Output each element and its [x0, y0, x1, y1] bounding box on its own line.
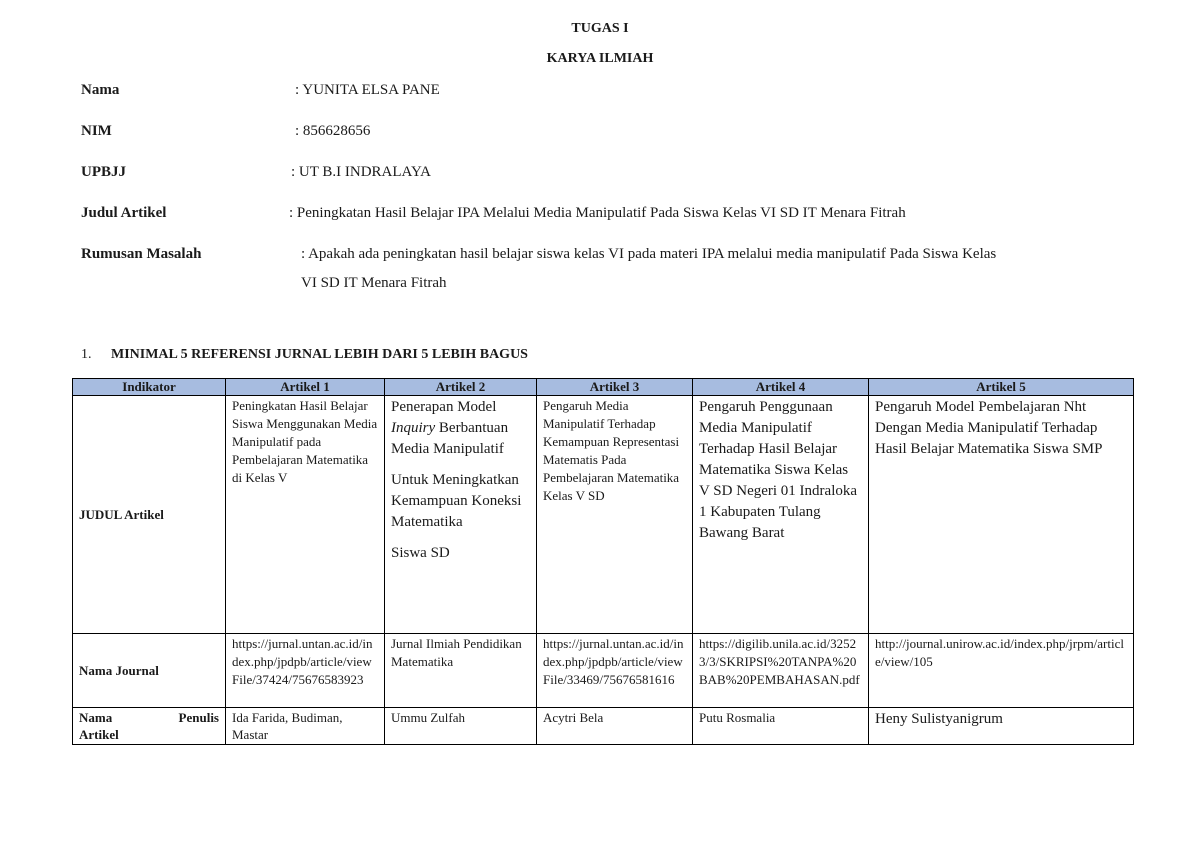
table-row-judul — [73, 396, 1134, 634]
judul-artikel-2-text-d: Siswa SD — [391, 545, 450, 561]
judul-artikel-4: Pengaruh Penggunaan Media Manipulatif Terhadap Hasil Belajar Matematika Siswa Kelas V SD Negeri 01 Indraloka 1 Kabupaten Tulang Bawang Barat — [693, 396, 869, 634]
penulis-artikel-5: Heny Sulistyanigrum — [869, 708, 1134, 745]
section-heading-text: MINIMAL 5 REFERENSI JURNAL LEBIH DARI 5 LEBIH BAGUS — [111, 347, 528, 362]
judul-artikel-3: Pengaruh Media Manipulatif Terhadap Kemampuan Representasi Matematis Pada Pembelajaran Matematika Kelas V SD — [537, 396, 693, 634]
table-header-row — [73, 379, 1134, 396]
nim-value: : 856628656 — [295, 123, 371, 139]
judul-artikel-1: Peningkatan Hasil Belajar Siswa Menggunakan Media Manipulatif pada Pembelajaran Matematika di Kelas V — [226, 396, 385, 634]
rumusan-masalah-label: Rumusan Masalah — [81, 246, 202, 262]
nim-label: NIM — [81, 123, 112, 139]
judul-artikel-value: : Peningkatan Hasil Belajar IPA Melalui Media Manipulatif Pada Siswa Kelas VI SD IT Menara Fitrah — [289, 205, 906, 221]
table-row-journal — [73, 634, 1134, 708]
journal-artikel-1[interactable]: https://jurnal.untan.ac.id/index.php/jpdpb/article/viewFile/37424/75676583923 — [226, 634, 385, 708]
rumusan-masalah-value-line1: : Apakah ada peningkatan hasil belajar siswa kelas VI pada materi IPA melalui media manipulatif Pada Siswa Kelas — [301, 246, 997, 262]
penulis-label-word-1: Nama — [79, 710, 113, 725]
judul-artikel-2-text-c: Untuk Meningkatkan Kemampuan Koneksi Matematika — [391, 472, 522, 530]
penulis-artikel-3: Acytri Bela — [537, 708, 693, 745]
nama-label: Nama — [81, 82, 120, 98]
header-artikel-3: Artikel 3 — [537, 379, 693, 396]
judul-artikel-2-italic: Inquiry — [391, 420, 436, 436]
judul-artikel-2-text-b: Berbantuan Media Manipulatif — [391, 420, 509, 457]
judul-artikel-2-text-a: Penerapan Model — [391, 399, 497, 415]
journal-artikel-2: Jurnal Ilmiah Pendidikan Matematika — [385, 634, 537, 708]
upbjj-label: UPBJJ — [81, 164, 126, 180]
header-artikel-4: Artikel 4 — [693, 379, 869, 396]
row-label-judul: JUDUL Artikel — [73, 396, 226, 634]
section-heading — [81, 347, 528, 363]
penulis-label-word-2: Penulis — [178, 710, 219, 725]
journal-artikel-5[interactable]: http://journal.unirow.ac.id/index.php/jrpm/article/view/105 — [869, 634, 1134, 708]
penulis-label-word-3: Artikel — [79, 727, 119, 742]
penulis-artikel-2: Ummu Zulfah — [385, 708, 537, 745]
header-artikel-5: Artikel 5 — [869, 379, 1134, 396]
row-label-journal: Nama Journal — [73, 634, 226, 708]
penulis-artikel-4: Putu Rosmalia — [693, 708, 869, 745]
nama-value: : YUNITA ELSA PANE — [295, 82, 440, 98]
judul-artikel-5: Pengaruh Model Pembelajaran Nht Dengan Media Manipulatif Terhadap Hasil Belajar Matematika Siswa SMP — [869, 396, 1134, 634]
document-subtitle: KARYA ILMIAH — [546, 51, 654, 66]
table-row-penulis — [73, 708, 1134, 745]
judul-artikel-label: Judul Artikel — [81, 205, 167, 221]
penulis-artikel-1: Ida Farida, Budiman, Mastar — [226, 708, 385, 745]
judul-artikel-2 — [385, 396, 537, 634]
section-number: 1. — [81, 347, 92, 362]
header-artikel-2: Artikel 2 — [385, 379, 537, 396]
row-label-penulis — [73, 708, 226, 745]
reference-table — [72, 378, 1134, 745]
journal-artikel-3[interactable]: https://jurnal.untan.ac.id/index.php/jpdpb/article/viewFile/33469/75676581616 — [537, 634, 693, 708]
document-title: TUGAS I — [571, 21, 629, 36]
rumusan-masalah-value-line2: VI SD IT Menara Fitrah — [301, 275, 447, 291]
upbjj-value: : UT B.I INDRALAYA — [291, 164, 432, 180]
header-indikator: Indikator — [73, 379, 226, 396]
header-artikel-1: Artikel 1 — [226, 379, 385, 396]
journal-artikel-4[interactable]: https://digilib.unila.ac.id/32523/3/SKRIPSI%20TANPA%20BAB%20PEMBAHASAN.pdf — [693, 634, 869, 708]
